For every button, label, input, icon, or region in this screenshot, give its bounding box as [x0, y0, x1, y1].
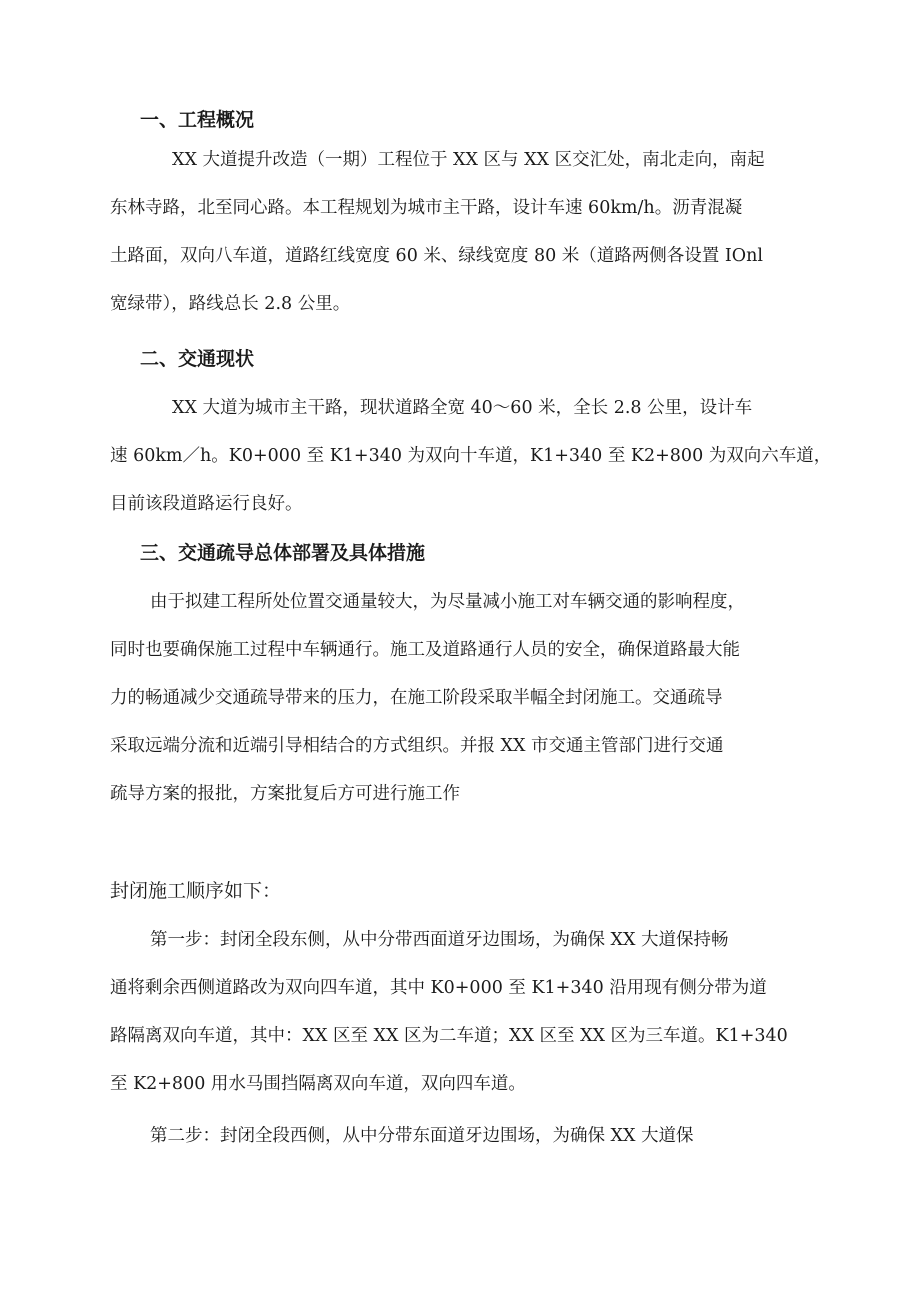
section-heading-closure-sequence: 封闭施工顺序如下： — [110, 880, 282, 902]
text-line: 第二步：封闭全段西侧，从中分带东面道牙边围场，为确保 XX 大道保 — [150, 1126, 694, 1146]
paragraph-traffic-status — [110, 384, 832, 528]
text-line: 土路面，双向八车道，道路红线宽度 60 米、绿线宽度 80 米（道路两侧各设置 IOnl — [110, 246, 763, 266]
text-line: 东林寺路，北至同心路。本工程规划为城市主干路，设计车速 60km/h。沥青混凝 — [110, 198, 743, 218]
text-line: 目前该段道路运行良好。 — [110, 494, 303, 514]
text-line: 宽绿带），路线总长 2.8 公里。 — [110, 294, 351, 314]
text-line: 由于拟建工程所处位置交通量较大，为尽量减小施工对车辆交通的影响程度， — [150, 592, 745, 612]
text-line: XX 大道为城市主干路，现状道路全宽 40～60 米，全长 2.8 公里，设计车 — [172, 398, 753, 418]
text-line: 至 K2+800 用水马围挡隔离双向车道，双向四车道。 — [110, 1074, 526, 1094]
text-line: 速 60km／h。K0+000 至 K1+340 为双向十车道，K1+340 至 K2+800 为双向六车道， — [110, 446, 832, 466]
section-heading-traffic-measures: 三、交通疏导总体部署及具体措施 — [140, 542, 426, 564]
text-line: 采取远端分流和近端引导相结合的方式组织。并报 XX 市交通主管部门进行交通 — [110, 736, 724, 756]
text-line: 通将剩余西侧道路改为双向四车道，其中 K0+000 至 K1+340 沿用现有侧分带为道 — [110, 978, 767, 998]
paragraph-project-overview — [110, 136, 820, 328]
section-heading-project-overview: 一、工程概况 — [140, 109, 255, 131]
text-line: 路隔离双向车道，其中：XX 区至 XX 区为二车道；XX 区至 XX 区为三车道。K1+340 — [110, 1026, 788, 1046]
paragraph-traffic-measures — [110, 578, 820, 818]
paragraph-closure-step1 — [110, 916, 820, 1108]
text-line: 疏导方案的报批，方案批复后方可进行施工作 — [110, 784, 460, 804]
text-line: 第一步：封闭全段东侧，从中分带西面道牙边围场，为确保 XX 大道保持畅 — [150, 930, 729, 950]
paragraph-closure-step2 — [110, 1112, 820, 1160]
text-line: XX 大道提升改造（一期）工程位于 XX 区与 XX 区交汇处，南北走向，南起 — [172, 150, 765, 170]
text-line: 同时也要确保施工过程中车辆通行。施工及道路通行人员的安全，确保道路最大能 — [110, 640, 740, 660]
text-line: 力的畅通减少交通疏导带来的压力，在施工阶段采取半幅全封闭施工。交通疏导 — [110, 688, 723, 708]
section-heading-traffic-status: 二、交通现状 — [140, 348, 255, 370]
